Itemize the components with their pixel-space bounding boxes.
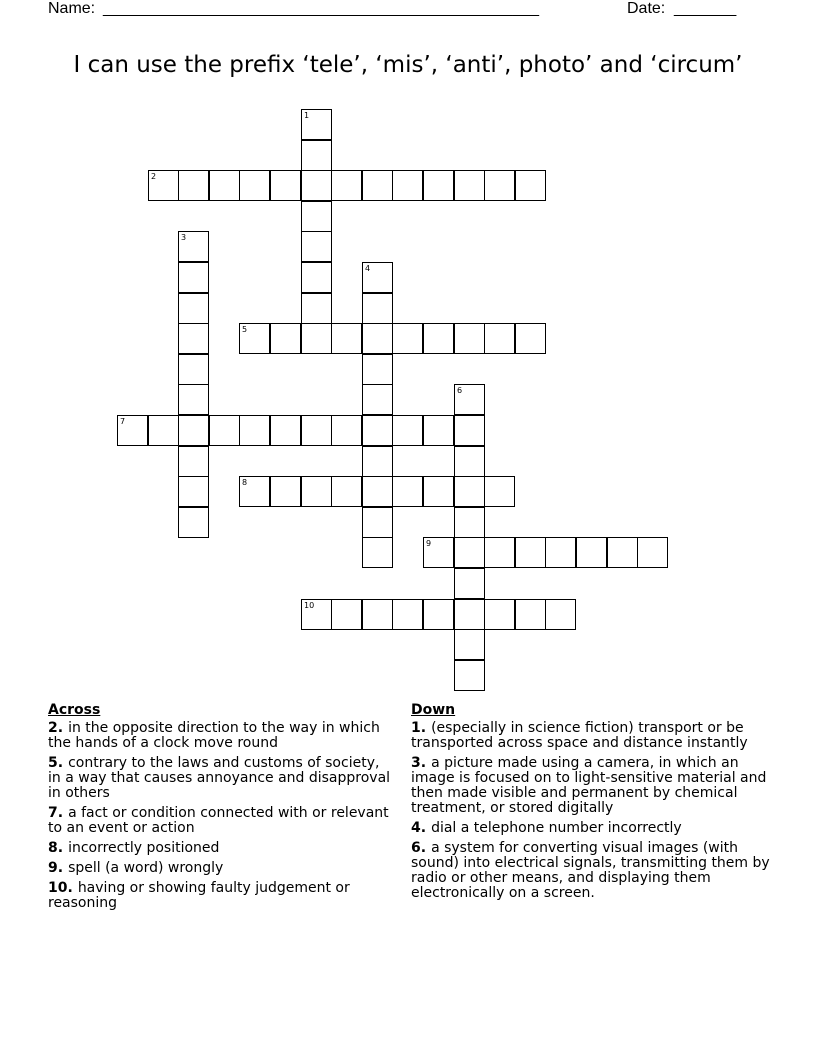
crossword-cell[interactable] (454, 599, 485, 630)
crossword-cell[interactable] (178, 415, 209, 446)
cell-number: 5 (242, 325, 248, 334)
clue-text: dial a telephone number incorrectly (431, 820, 682, 836)
crossword-cell[interactable] (178, 354, 209, 385)
crossword-cell[interactable] (301, 323, 332, 354)
crossword-cell[interactable] (576, 537, 607, 568)
crossword-cell[interactable] (362, 537, 393, 568)
crossword-cell[interactable] (331, 323, 362, 354)
crossword-cell[interactable] (454, 537, 485, 568)
crossword-cell[interactable] (454, 384, 485, 415)
crossword-cell[interactable] (392, 170, 423, 201)
crossword-cell[interactable] (148, 170, 179, 201)
crossword-cell[interactable] (178, 323, 209, 354)
crossword-cell[interactable] (178, 446, 209, 477)
crossword-cell[interactable] (178, 170, 209, 201)
clue-item (48, 861, 393, 876)
crossword-cell[interactable] (117, 415, 148, 446)
clue-text: a picture made using a camera, in which an image is focused on to light-sensitive material and then made visible and permanent by chemical treatment, or stored digitally (411, 755, 767, 816)
clue-number: 1. (411, 720, 427, 736)
crossword-cell[interactable] (423, 170, 454, 201)
crossword-cell[interactable] (301, 262, 332, 293)
clue-text: incorrectly positioned (68, 840, 220, 856)
crossword-cell[interactable] (484, 170, 515, 201)
crossword-cell[interactable] (362, 323, 393, 354)
clue-item (411, 756, 771, 816)
clue-number: 7. (48, 805, 64, 821)
clue-text: contrary to the laws and customs of society, in a way that causes annoyance and disapproval in others (48, 755, 391, 801)
crossword-cell[interactable] (270, 476, 301, 507)
cell-number: 8 (242, 478, 248, 487)
crossword-cell[interactable] (301, 231, 332, 262)
crossword-cell[interactable] (331, 476, 362, 507)
clue-text: having or showing faulty judgement or reasoning (48, 880, 350, 911)
crossword-cell[interactable] (209, 170, 240, 201)
crossword-cell[interactable] (423, 537, 454, 568)
clue-text: a system for converting visual images (with sound) into electrical signals, transmitting them by radio or other means, and displaying them electronically on a screen. (411, 840, 770, 901)
clue-number: 6. (411, 840, 427, 856)
crossword-cell[interactable] (454, 660, 485, 691)
crossword-cell[interactable] (331, 599, 362, 630)
clue-item (48, 841, 393, 856)
page-title: I can use the prefix ‘tele’, ‘mis’, ‘anti’, photo’ and ‘circum’ (73, 52, 743, 78)
crossword-cell[interactable] (515, 170, 546, 201)
crossword-cell[interactable] (515, 537, 546, 568)
header-row (0, 0, 816, 24)
crossword-cell[interactable] (484, 599, 515, 630)
crossword-cell[interactable] (454, 568, 485, 599)
crossword-cell[interactable] (239, 415, 270, 446)
clue-item (48, 806, 393, 836)
clue-number: 8. (48, 840, 64, 856)
clue-number: 3. (411, 755, 427, 771)
down-clues (411, 703, 771, 906)
crossword-cell[interactable] (515, 323, 546, 354)
crossword-cell[interactable] (362, 293, 393, 324)
crossword-cell[interactable] (239, 476, 270, 507)
crossword-cell[interactable] (454, 323, 485, 354)
crossword-cell[interactable] (362, 599, 393, 630)
across-clues (48, 703, 393, 916)
cell-number: 10 (304, 601, 315, 610)
crossword-cell[interactable] (362, 170, 393, 201)
crossword-cell[interactable] (362, 262, 393, 293)
crossword-cell[interactable] (607, 537, 638, 568)
crossword-cell[interactable] (362, 476, 393, 507)
crossword-cell[interactable] (178, 262, 209, 293)
clue-item (48, 721, 393, 751)
clue-number: 9. (48, 860, 64, 876)
clue-item (411, 821, 771, 836)
crossword-cell[interactable] (301, 140, 332, 171)
cell-number: 1 (304, 111, 310, 120)
crossword-cell[interactable] (545, 599, 576, 630)
clue-item (411, 721, 771, 751)
crossword-cell[interactable] (454, 170, 485, 201)
crossword-cell[interactable] (637, 537, 668, 568)
crossword-cell[interactable] (362, 415, 393, 446)
date-field[interactable]: _______ (674, 0, 737, 17)
clue-text: a fact or condition connected with or relevant to an event or action (48, 805, 389, 836)
cell-number: 6 (457, 386, 463, 395)
crossword-cell[interactable] (270, 415, 301, 446)
clue-text: (especially in science fiction) transport or be transported across space and distance instantly (411, 720, 748, 751)
crossword-cell[interactable] (454, 507, 485, 538)
crossword-cell[interactable] (362, 446, 393, 477)
down-heading: Down (411, 702, 456, 718)
crossword-cell[interactable] (270, 323, 301, 354)
crossword-cell[interactable] (362, 354, 393, 385)
crossword-cell[interactable] (178, 293, 209, 324)
crossword-cell[interactable] (515, 599, 546, 630)
name-field[interactable]: _________________________________________________ (103, 0, 540, 17)
crossword-cell[interactable] (301, 415, 332, 446)
name-label: Name: (48, 0, 96, 17)
crossword-cell[interactable] (484, 476, 515, 507)
clue-item (411, 841, 771, 901)
crossword-cell[interactable] (148, 415, 179, 446)
crossword-cell[interactable] (423, 323, 454, 354)
crossword-cell[interactable] (301, 109, 332, 140)
crossword-cell[interactable] (423, 476, 454, 507)
cell-number: 4 (365, 264, 371, 273)
crossword-cell[interactable] (301, 599, 332, 630)
cell-number: 3 (181, 233, 187, 242)
crossword-cell[interactable] (454, 446, 485, 477)
crossword-cell[interactable] (209, 415, 240, 446)
clue-number: 5. (48, 755, 64, 771)
clue-number: 4. (411, 820, 427, 836)
across-heading: Across (48, 702, 101, 718)
crossword-cell[interactable] (454, 415, 485, 446)
crossword-cell[interactable] (454, 476, 485, 507)
crossword-cell[interactable] (239, 323, 270, 354)
crossword-cell[interactable] (301, 170, 332, 201)
crossword-cell[interactable] (362, 507, 393, 538)
crossword-cell[interactable] (301, 476, 332, 507)
crossword-cell[interactable] (178, 384, 209, 415)
crossword-cell[interactable] (392, 415, 423, 446)
crossword-cell[interactable] (331, 415, 362, 446)
crossword-cell[interactable] (239, 170, 270, 201)
cell-number: 9 (426, 539, 432, 548)
clue-number: 10. (48, 880, 73, 896)
clue-number: 2. (48, 720, 64, 736)
crossword-cell[interactable] (178, 231, 209, 262)
clue-text: in the opposite direction to the way in which the hands of a clock move round (48, 720, 380, 751)
crossword-cell[interactable] (484, 323, 515, 354)
clue-item (48, 881, 393, 911)
crossword-cell[interactable] (484, 537, 515, 568)
crossword-cell[interactable] (301, 201, 332, 232)
date-label: Date: (627, 0, 666, 17)
crossword-cell[interactable] (331, 170, 362, 201)
crossword-cell[interactable] (301, 293, 332, 324)
crossword-cell[interactable] (270, 170, 301, 201)
cell-number: 2 (151, 172, 157, 181)
crossword-cell[interactable] (392, 476, 423, 507)
crossword-cell[interactable] (392, 323, 423, 354)
crossword-cell[interactable] (178, 507, 209, 538)
cell-number: 7 (120, 417, 126, 426)
clue-text: spell (a word) wrongly (68, 860, 224, 876)
crossword-cell[interactable] (423, 415, 454, 446)
clue-item (48, 756, 393, 801)
crossword-cell[interactable] (178, 476, 209, 507)
crossword-cell[interactable] (423, 599, 454, 630)
crossword-cell[interactable] (545, 537, 576, 568)
crossword-cell[interactable] (392, 599, 423, 630)
crossword-cell[interactable] (362, 384, 393, 415)
crossword-cell[interactable] (454, 629, 485, 660)
